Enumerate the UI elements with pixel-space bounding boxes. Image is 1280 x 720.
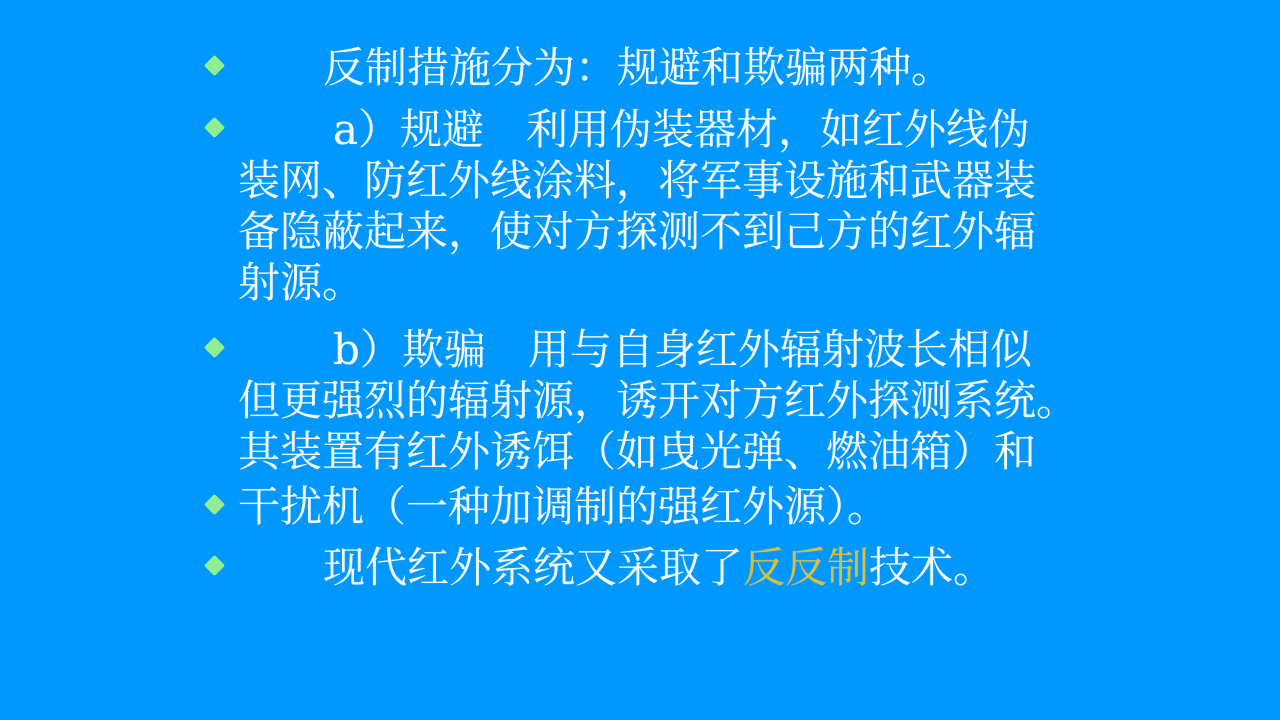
bullet-list <box>203 42 1123 593</box>
bullet-item-5-highlighted-text: 反反制 <box>743 543 870 592</box>
bullet-item-2 <box>203 104 1123 308</box>
bullet-item-1-line-1: 反制措施分为：规避和欺骗两种。 <box>323 43 954 92</box>
diamond-bullet-icon <box>204 117 225 138</box>
bullet-item-3-line-2: 但更强烈的辐射源，诱开对方红外探测系统。 <box>238 376 1079 425</box>
bullet-item-1 <box>203 42 1123 93</box>
bullet-item-4 <box>203 481 1123 532</box>
bullet-item-3-line-1: b）欺骗 用与自身红外辐射波长相似 <box>333 325 1032 374</box>
bullet-item-4-line-1: 干扰机（一种加调制的强红外源）。 <box>238 482 890 531</box>
bullet-item-2-line-2: 装网、防红外线涂料，将军事设施和武器装 <box>238 156 1037 205</box>
bullet-item-2-line-3: 备隐蔽起来，使对方探测不到己方的红外辐 <box>238 207 1037 256</box>
bullet-item-5 <box>203 542 1123 593</box>
bullet-item-2-line-4: 射源。 <box>238 258 365 307</box>
bullet-item-2-line-1: a）规避 利用伪装器材，如红外线伪 <box>333 105 1031 154</box>
diamond-bullet-icon <box>204 494 225 515</box>
bullet-item-5-text-post: 技术。 <box>869 543 996 592</box>
diamond-bullet-icon <box>204 55 225 76</box>
bullet-item-5-text-pre: 现代红外系统又采取了 <box>323 543 744 592</box>
diamond-bullet-icon <box>204 337 225 358</box>
bullet-item-3 <box>203 324 1123 477</box>
bullet-item-3-line-3: 其装置有红外诱饵（如曳光弹、燃油箱）和 <box>238 427 1037 476</box>
diamond-bullet-icon <box>204 555 225 576</box>
bullet-item-5-line-1 <box>238 542 1123 593</box>
